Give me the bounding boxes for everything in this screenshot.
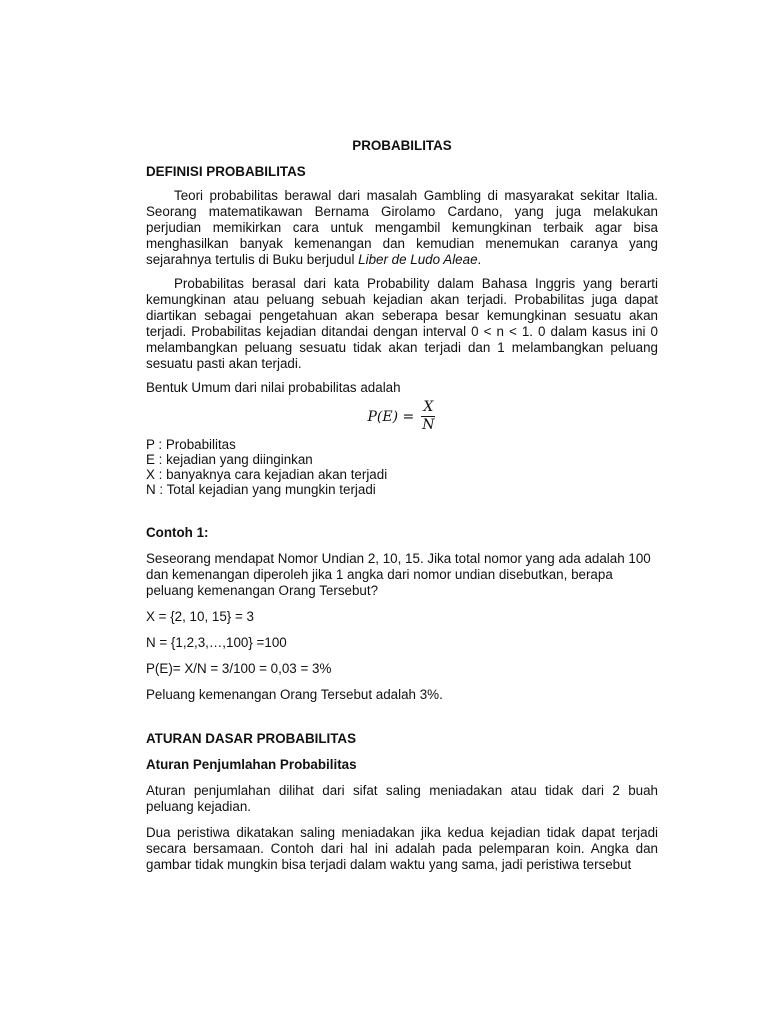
example-line-p: P(E)= X/N = 3/100 = 0,03 = 3% xyxy=(146,661,332,676)
formula-intro: Bentuk Umum dari nilai probabilitas adalah xyxy=(146,380,401,395)
section-heading-aturan: ATURAN DASAR PROBABILITAS xyxy=(146,731,357,746)
definition-list xyxy=(146,437,658,497)
formula-denominator: N xyxy=(422,417,435,433)
paragraph-aturan-penjumlahan: Aturan penjumlahan dilihat dari sifat saling meniadakan atau tidak dari 2 buah peluang kejadian. xyxy=(146,783,658,814)
paragraph-teori-end: . xyxy=(477,252,482,267)
example-line-x: X = {2, 10, 15} = 3 xyxy=(146,609,254,624)
definition-item-n: N : Total kejadian yang mungkin terjadi xyxy=(146,482,376,497)
example-answer: Peluang kemenangan Orang Tersebut adalah 3%. xyxy=(146,687,443,702)
example-question: Seseorang mendapat Nomor Undian 2, 10, 15. Jika total nomor yang ada adalah 100 dan kemenangan diperoleh jika 1 angka dari nomor undian disebutkan, berapa peluang kemenangan Orang Tersebut? xyxy=(146,551,651,598)
subheading-penjumlahan: Aturan Penjumlahan Probabilitas xyxy=(146,757,357,772)
definition-item-e: E : kejadian yang diinginkan xyxy=(146,452,313,467)
paragraph-teori-text: Teori probabilitas berawal dari masalah Gambling di masyarakat sekitar Italia. Seorang matematikawan Bernama Girolamo Cardano, yang juga melakukan perjudian memikirkan cara untuk mengambil kemungkinan terbaik agar bisa menghasilkan banyak kemenangan dan kemudian menemukan caranya yang sejarahnya tertulis di Buku berjudul xyxy=(146,188,658,267)
formula-fraction xyxy=(420,400,436,433)
formula-numerator: X xyxy=(423,399,434,415)
probability-formula xyxy=(146,400,658,433)
definition-item-p: P : Probabilitas xyxy=(146,437,236,452)
formula-lhs: P(E) = xyxy=(367,408,415,425)
paragraph-teori xyxy=(146,188,658,268)
paragraph-saling-meniadakan: Dua peristiwa dikatakan saling meniadakan jika kedua kejadian tidak dapat terjadi secara bersamaan. Contoh dari hal ini adalah pada pelemparan koin. Angka dan gambar tidak mungkin bisa terjadi dalam waktu yang sama, jadi peristiwa tersebut xyxy=(146,825,658,872)
section-heading-definisi: DEFINISI PROBABILITAS xyxy=(146,164,306,179)
document-title: PROBABILITAS xyxy=(352,138,452,153)
definition-item-x: X : banyaknya cara kejadian akan terjadi xyxy=(146,467,388,482)
document-page xyxy=(146,132,658,881)
example-line-n: N = {1,2,3,…,100} =100 xyxy=(146,635,287,650)
section-heading-contoh: Contoh 1: xyxy=(146,525,209,540)
paragraph-probability: Probabilitas berasal dari kata Probability dalam Bahasa Inggris yang berarti kemungkinan atau peluang sebuah kejadian akan terjadi. Probabilitas juga dapat diartikan sebagai pengetahuan akan seberapa besar kemungkinan sesuatu akan terjadi. Probabilitas kejadian ditandai dengan interval 0 < n < 1. 0 dalam kasus ini 0 melambangkan peluang sesuatu tidak akan terjadi dan 1 melambangkan peluang sesuatu pasti akan terjadi. xyxy=(146,276,658,371)
book-title: Liber de Ludo Aleae xyxy=(358,252,478,267)
